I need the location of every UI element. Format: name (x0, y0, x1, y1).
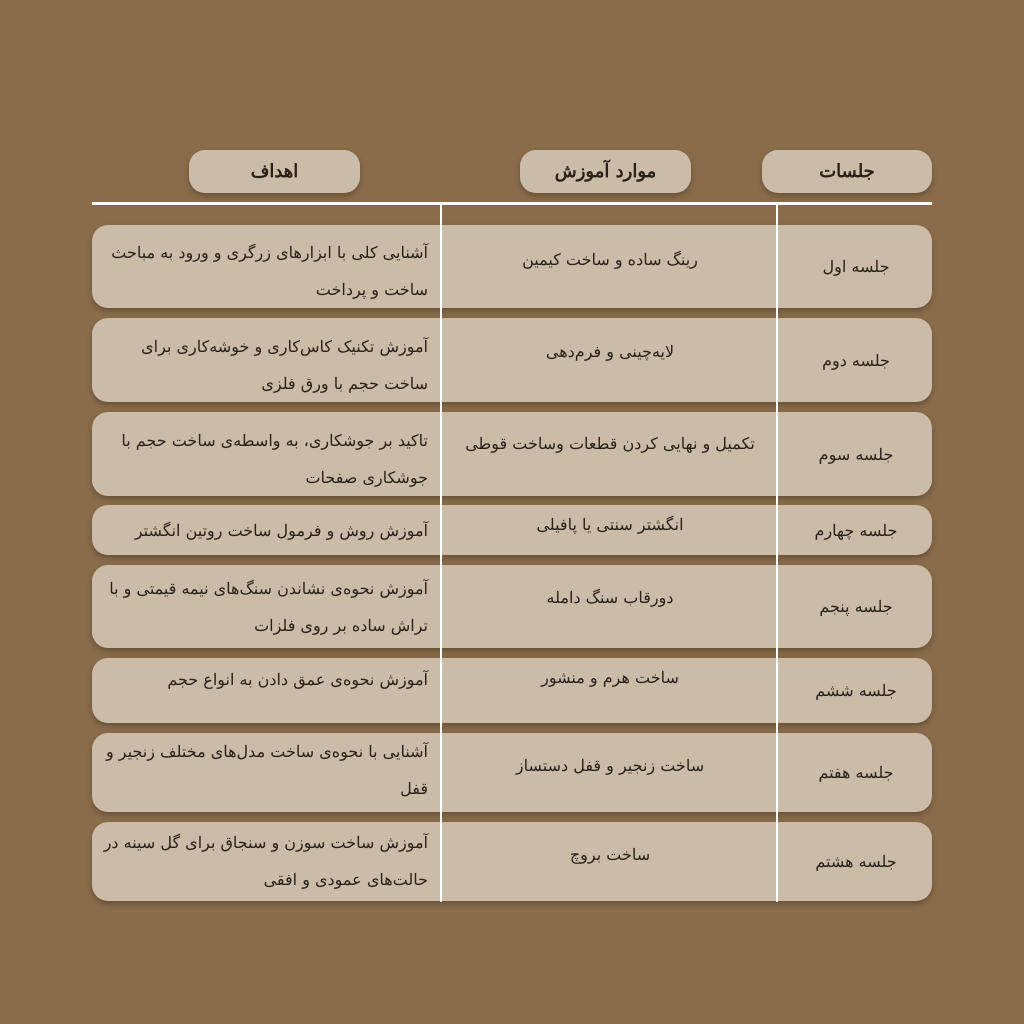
header-sessions: جلسات (762, 150, 932, 193)
column-divider-goals (440, 202, 442, 902)
session-cell: جلسه هشتم (815, 852, 897, 871)
topic-cell: ساخت هرم و منشور (541, 668, 679, 687)
goal-cell: آشنایی کلی با ابزارهای زرگری و ورود به مباحث ساخت و پرداخت (111, 243, 428, 299)
goal-cell: آموزش تکنیک کاس‌کاری و خوشه‌کاری برای ساخت حجم با ورق فلزی (141, 337, 428, 393)
header-topics: موارد آموزش (520, 150, 691, 193)
session-cell: جلسه پنجم (819, 597, 893, 616)
goal-cell: آموزش ساخت سوزن و سنجاق برای گل سینه در حالت‌های عمودی و افقی (103, 833, 428, 889)
session-cell: جلسه ششم (815, 681, 897, 700)
topic-cell: ساخت زنجیر و قفل دستساز (515, 756, 705, 775)
session-cell: جلسه چهارم (814, 520, 898, 540)
topic-cell: رینگ ساده و ساخت کیمین (522, 250, 698, 269)
topic-cell: تکمیل و نهایی کردن قطعات وساخت قوطی (465, 434, 755, 453)
header-goals: اهداف (189, 150, 360, 193)
goal-cell: آموزش نحوه‌ی نشاندن سنگ‌های نیمه قیمتی و با تراش ساده بر روی فلزات (109, 579, 428, 635)
header-divider-line (92, 202, 932, 205)
goal-cell: آموزش نحوه‌ی عمق دادن به انواع حجم (167, 670, 428, 689)
goal-cell: تاکید بر جوشکاری، به واسطه‌ی ساخت حجم با جوشکاری صفحات (121, 431, 428, 487)
topic-cell: لایه‌چینی و فرم‌دهی (545, 342, 675, 361)
session-cell: جلسه دوم (822, 350, 890, 370)
goal-cell: آشنایی با نحوه‌ی ساخت مدل‌های مختلف زنجیر و قفل (105, 742, 428, 798)
column-divider-sessions (776, 202, 778, 902)
topic-cell: ساخت بروچ (569, 845, 651, 864)
session-cell: جلسه سوم (818, 444, 894, 464)
session-cell: جلسه هفتم (818, 763, 894, 782)
session-cell: جلسه اول (822, 257, 890, 276)
topic-cell: دورقاب سنگ دامله (546, 588, 674, 607)
topic-cell: انگشتر سنتی یا پافیلی (536, 515, 684, 534)
goal-cell: آموزش روش و فرمول ساخت روتین انگشتر (134, 521, 428, 540)
